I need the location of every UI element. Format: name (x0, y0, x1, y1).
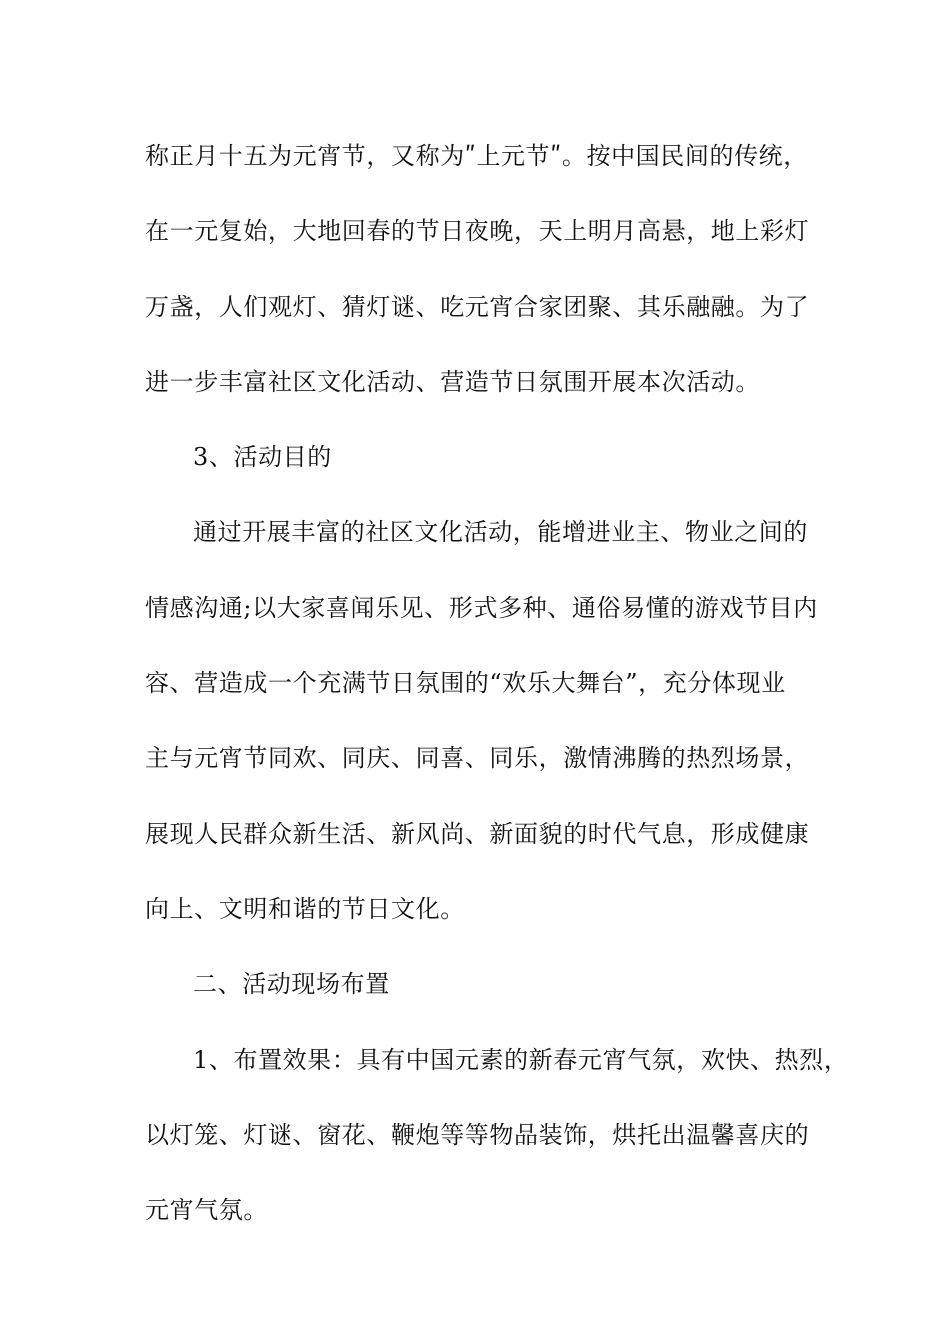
paragraph-line: 情感沟通;以大家喜闻乐见、形式多种、通俗易懂的游戏节目内 (145, 593, 818, 622)
section-heading: 3、活动目的 (193, 443, 332, 472)
paragraph-line: 万盏，人们观灯、猜灯谜、吃元宵合家团聚、其乐融融。为了 (145, 292, 810, 321)
document-body (145, 128, 849, 1257)
paragraph-line: 主与元宵节同欢、同庆、同喜、同乐，激情沸腾的热烈场景， (145, 744, 810, 773)
paragraph-line: 在一元复始，大地回春的节日夜晚，天上明月高悬，地上彩灯 (145, 217, 810, 246)
paragraph-line: 向上、文明和谐的节日文化。 (145, 894, 465, 923)
section-heading: 二、活动现场布置 (193, 970, 390, 999)
paragraph-line: 进一步丰富社区文化活动、营造节日氛围开展本次活动。 (145, 367, 760, 396)
paragraph-line: 展现人民群众新生活、新风尚、新面貌的时代气息，形成健康 (145, 819, 810, 848)
paragraph-line: 元宵气氛。 (145, 1196, 268, 1225)
paragraph-line: 以灯笼、灯谜、窗花、鞭炮等等物品装饰，烘托出温馨喜庆的 (145, 1120, 810, 1149)
paragraph-line: 通过开展丰富的社区文化活动，能增进业主、物业之间的 (193, 518, 808, 547)
paragraph-line: 1、布置效果：具有中国元素的新春元宵气氛，欢快、热烈， (193, 1045, 849, 1074)
paragraph-line: 称正月十五为元宵节，又称为ʺ上元节ʺ。按中国民间的传统， (145, 142, 808, 170)
paragraph-line: 容、营造成一个充满节日氛围的“欢乐大舞台”，充分体现业 (145, 669, 786, 698)
